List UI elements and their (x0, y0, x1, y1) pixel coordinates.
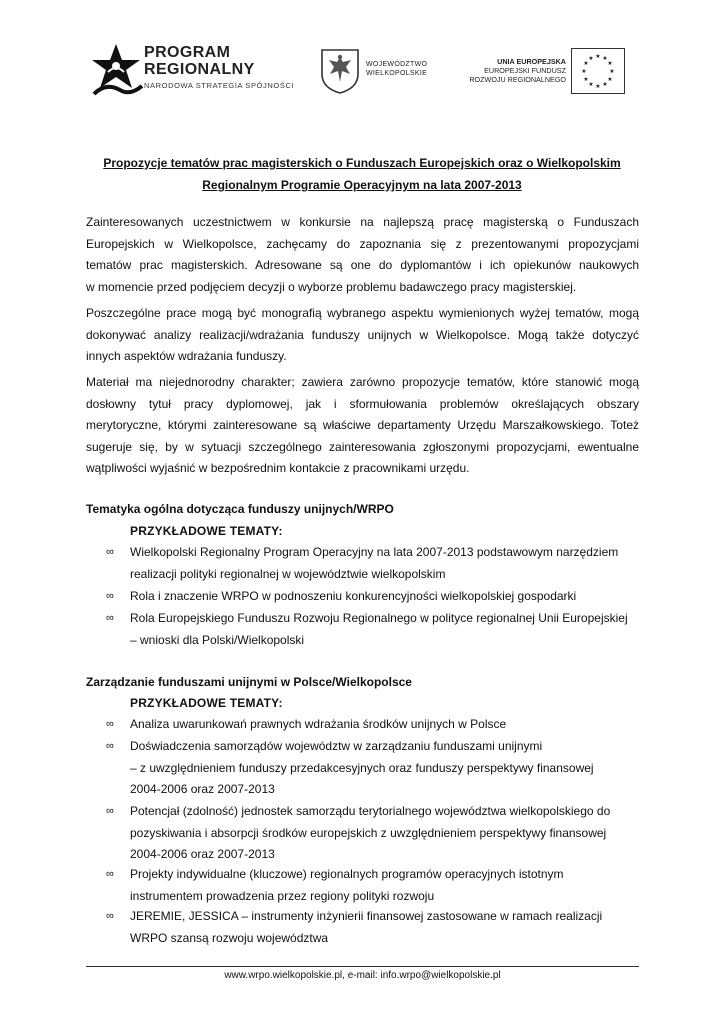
ue-line3: ROZWOJU REGIONALNEGO (469, 75, 566, 84)
scope-paragraph (86, 303, 639, 368)
list-item (106, 736, 646, 801)
title-line1: Propozycje tematów prac magisterskich o Funduszach Europejskich oraz o Wielkopolskim (103, 156, 621, 170)
list-item-line: Wielkopolski Regionalny Program Operacyjny na lata 2007-2013 podstawowym narzędziem (130, 545, 619, 559)
list-item (106, 714, 646, 736)
svg-text:★: ★ (602, 81, 608, 88)
paragraph-line: innych aspektów wdrażania funduszy. (86, 349, 287, 363)
svg-text:★: ★ (595, 83, 601, 90)
paragraph-line: dosłowny tytuł pracy dyplomowej, jak i sformułowania problemów określających obszary (86, 396, 639, 411)
program-title-line2: REGIONALNY (144, 61, 255, 78)
bullet-infinity-icon: ∞ (106, 868, 114, 880)
section-subheading: PRZYKŁADOWE TEMATY: (130, 524, 283, 538)
title-line2: Regionalnym Programie Operacyjnym na lata 2007-2013 (202, 178, 522, 192)
svg-text:★: ★ (583, 76, 589, 83)
section-heading: Tematyka ogólna dotycząca funduszy unijnych/WRPO (86, 502, 394, 516)
section-subheading: PRZYKŁADOWE TEMATY: (130, 696, 283, 710)
paragraph-line: Materiał ma niejednorodny charakter; zawiera zarówno propozycje tematów, które stanowić mogą (86, 375, 639, 389)
list-item (106, 542, 646, 585)
paragraph-line: wątpliwości wyjaśnić w bezpośrednim kontakcie z pracownikami urzędu. (86, 461, 470, 475)
svg-text:★: ★ (581, 68, 587, 75)
footer-divider (86, 966, 639, 967)
intro-paragraph (86, 212, 639, 298)
list-item-line: Projekty indywidualne (kluczowe) regionalnych programów operacyjnych istotnym (130, 867, 564, 881)
svg-text:★: ★ (607, 60, 613, 67)
list-item-line: WRPO szansą rozwoju województwa (130, 930, 329, 945)
section-heading: Zarządzanie funduszami unijnymi w Polsce/Wielkopolsce (86, 675, 412, 689)
list-item-line: 2004-2006 oraz 2007-2013 (130, 782, 275, 796)
bullet-infinity-icon: ∞ (106, 546, 114, 558)
bullet-infinity-icon: ∞ (106, 718, 114, 730)
program-tagline: NARODOWA STRATEGIA SPÓJNOŚCI (144, 81, 295, 90)
list-item-line: Analiza uwarunkowań prawnych wdrażania środków unijnych w Polsce (130, 717, 507, 731)
paragraph-line: Poszczególne prace mogą być monografią wybranego aspektu wymienionych wyżej tematów, mogą (86, 306, 639, 320)
eu-fund-label (469, 57, 566, 84)
paragraph-line: Zainteresowanych uczestnictwem w konkursie na najlepszą pracę magisterską o Funduszach (86, 215, 639, 229)
bullet-infinity-icon: ∞ (106, 590, 114, 602)
list-item-line: – z uwzględnieniem funduszy przedakcesyjnych oraz funduszy perspektywy finansowej (130, 760, 594, 775)
wielkopolska-coat-of-arms-icon (320, 48, 360, 94)
paragraph-line: sugeruje się, by w sytuacji szczególnego zainteresowania zgłoszonymi propozycjami, ewentualne (86, 439, 639, 454)
svg-text:★: ★ (583, 60, 589, 67)
program-regionalny-logo-icon (86, 42, 146, 102)
svg-text:★: ★ (609, 68, 615, 75)
bullet-infinity-icon: ∞ (106, 612, 114, 624)
paragraph-line: tematów prac magisterskich. Adresowane są one do dyplomantów i ich opiekunów naukowych (86, 258, 639, 272)
document-title (86, 152, 638, 196)
bullet-infinity-icon: ∞ (106, 910, 114, 922)
page-header (0, 0, 724, 120)
list-item-line: pozyskiwania i absorpcji środków europejskich z uwzględnieniem perspektywy finansowej (130, 825, 607, 840)
paragraph-line: Europejskich w Wielkopolsce, zachęcamy do zapoznania się z prezentowanymi propozycjami (86, 236, 639, 251)
svg-text:★: ★ (595, 53, 601, 60)
paragraph-line: merytoryczne, którymi zainteresowane są właściwe departamenty Urzędu Marszałkowskiego. Toteż (86, 418, 639, 432)
ue-line1: UNIA EUROPEJSKA (497, 57, 566, 66)
list-item-line: JEREMIE, JESSICA – instrumenty inżynierii finansowej zastosowane w ramach realizacji (130, 909, 603, 923)
footer-contact: www.wrpo.wielkopolskie.pl, e-mail: info.wrpo@wielkopolskie.pl (224, 970, 501, 981)
list-item (106, 801, 646, 866)
program-title-line1: PROGRAM (144, 44, 231, 61)
material-paragraph (86, 372, 639, 480)
list-item (106, 586, 646, 608)
svg-text:★: ★ (588, 81, 594, 88)
list-item (106, 906, 646, 949)
bullet-infinity-icon: ∞ (106, 805, 114, 817)
ue-line2: EUROPEJSKI FUNDUSZ (484, 66, 566, 75)
woj-line1: WOJEWÓDZTWO (366, 61, 428, 68)
svg-text:★: ★ (588, 55, 594, 62)
svg-text:★: ★ (607, 76, 613, 83)
paragraph-line: w momencie przed podjęciem decyzji o wyborze problemu badawczego pracy magisterskiej. (86, 279, 577, 294)
list-item-line: – wnioski dla Polski/Wielkopolski (130, 632, 305, 647)
list-item-line: Rola Europejskiego Funduszu Rozwoju Regionalnego w polityce regionalnej Unii Europejskiej (130, 611, 628, 625)
list-item (106, 864, 646, 907)
bullet-infinity-icon: ∞ (106, 740, 114, 752)
list-item-line: 2004-2006 oraz 2007-2013 (130, 847, 275, 861)
program-regionalny-text (144, 44, 294, 90)
list-item-line: Potencjał (zdolność) jednostek samorządu terytorialnego województwa wielkopolskiego do (130, 804, 611, 818)
list-item-line: Doświadczenia samorządów województw w zarządzaniu funduszami unijnymi (130, 739, 543, 753)
list-item (106, 608, 646, 651)
woj-line2: WIELKOPOLSKIE (366, 70, 428, 77)
list-item-line: Rola i znaczenie WRPO w podnoszeniu konkurencyjności wielkopolskiej gospodarki (130, 589, 577, 603)
eu-flag-icon (571, 48, 625, 94)
list-item-line: instrumentem prowadzenia przez regiony polityki rozwoju (130, 888, 435, 903)
list-item-line: realizacji polityki regionalnej w województwie wielkopolskim (130, 566, 446, 581)
wojewodztwo-label (366, 60, 427, 78)
svg-text:★: ★ (602, 55, 608, 62)
paragraph-line: dokonywać analizy realizacji/wdrażania funduszy unijnych w Wielkopolsce. Mogą także dotyczyć (86, 327, 639, 342)
